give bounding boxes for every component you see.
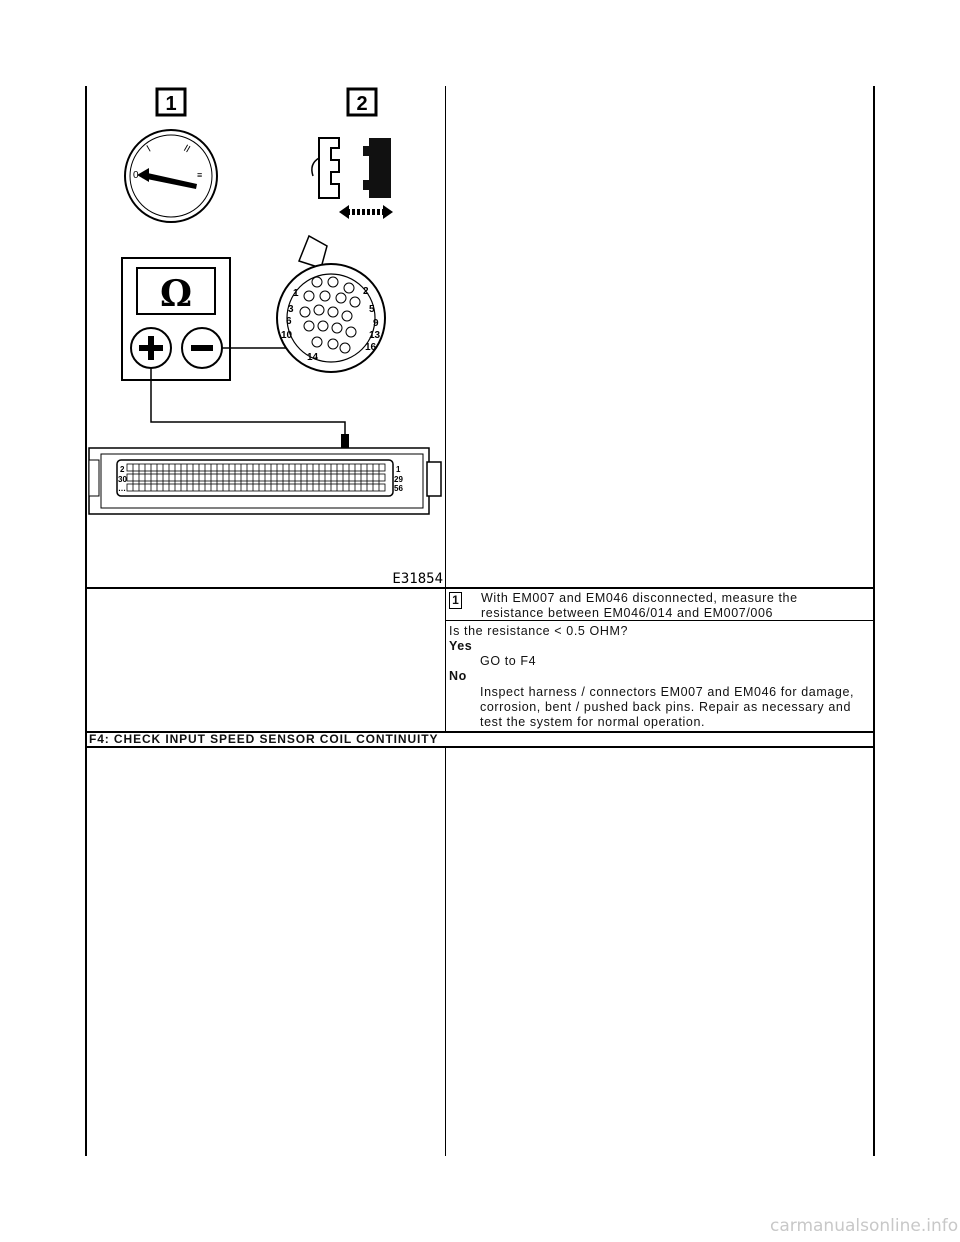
svg-text:6: 6 [286, 316, 292, 327]
answer-yes-label: Yes [449, 639, 473, 653]
test-setup-figure [87, 86, 445, 587]
round-connector-icon [277, 236, 385, 372]
svg-text:1: 1 [293, 288, 299, 299]
svg-text:29: 29 [394, 475, 403, 484]
svg-text:13: 13 [369, 330, 381, 341]
connector-disconnect-icon [312, 138, 393, 219]
figure-label-1 [157, 89, 185, 115]
answer-no-line3: test the system for normal operation. [480, 715, 706, 729]
table-right-border [873, 86, 875, 1156]
svg-text:56: 56 [394, 484, 403, 493]
ecm-connector-icon [89, 448, 441, 514]
question-text: Is the resistance < 0.5 OHM? [449, 624, 629, 638]
ignition-switch-icon [125, 130, 217, 222]
svg-text:2: 2 [363, 286, 369, 297]
svg-text:16: 16 [365, 342, 377, 353]
svg-text:≡: ≡ [197, 170, 203, 180]
multimeter-icon [122, 258, 230, 380]
svg-text:I: I [145, 143, 153, 155]
section-heading: F4: CHECK INPUT SPEED SENSOR COIL CONTINUITY [89, 732, 439, 746]
svg-text:5: 5 [369, 304, 375, 315]
row-divider-figure [85, 587, 875, 589]
svg-text:1: 1 [396, 465, 401, 474]
svg-text:1: 1 [165, 93, 177, 115]
answer-no-label: No [449, 669, 467, 683]
answer-yes-action: GO to F4 [480, 654, 537, 668]
step-instruction-line2: resistance between EM046/014 and EM007/006 [481, 606, 774, 620]
svg-text:2: 2 [356, 93, 368, 115]
svg-text:Ω: Ω [159, 273, 193, 315]
step-instruction-line1: With EM007 and EM046 disconnected, measure the [481, 591, 798, 605]
svg-text:10: 10 [281, 330, 293, 341]
svg-text:3: 3 [288, 304, 294, 315]
svg-text:30: 30 [118, 475, 127, 484]
figure-image-id: E31854 [392, 571, 443, 587]
svg-text:2: 2 [120, 465, 125, 474]
step-number-box: 1 [449, 592, 462, 609]
answer-no-line2: corrosion, bent / pushed back pins. Repair as necessary and [480, 700, 852, 714]
watermark: carmanualsonline.info [770, 1216, 959, 1236]
svg-text:…: … [118, 484, 126, 493]
svg-text:9: 9 [373, 318, 379, 329]
svg-text:14: 14 [307, 352, 319, 363]
svg-text:II: II [181, 143, 192, 156]
table-middle-divider [445, 86, 446, 732]
figure-label-2 [348, 89, 376, 115]
svg-text:0: 0 [133, 170, 139, 181]
table-middle-divider-lower [445, 748, 446, 1156]
answer-no-line1: Inspect harness / connectors EM007 and EM046 for damage, [480, 685, 855, 699]
